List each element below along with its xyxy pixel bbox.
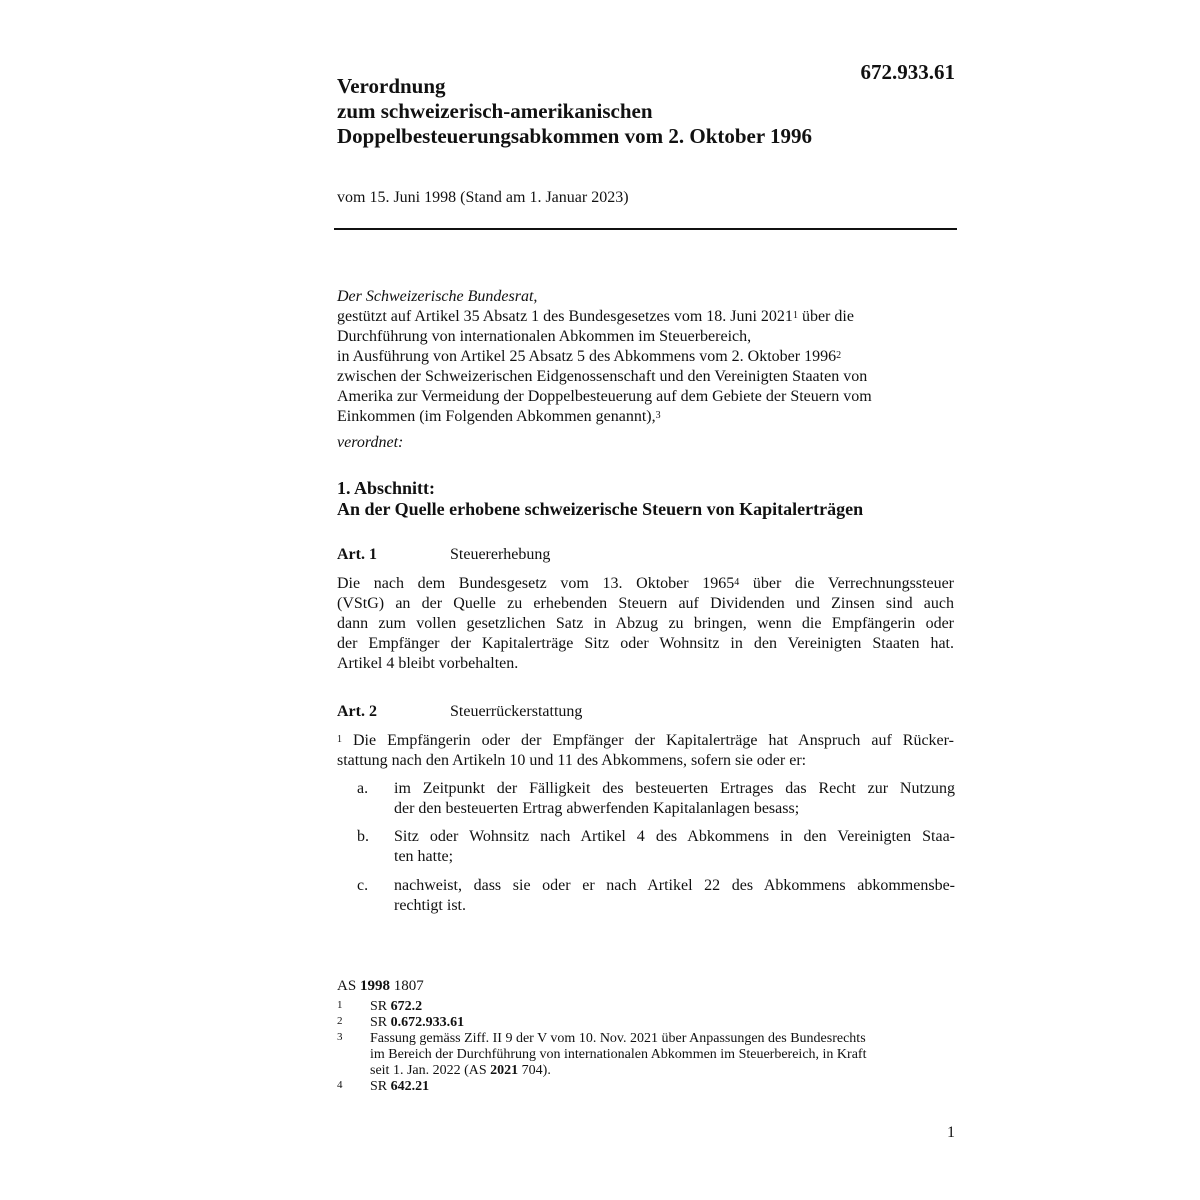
section-title: An der Quelle erhobene schweizerische Steuern von Kapitalerträgen [337,499,864,519]
preamble-line: Einkommen (im Folgenden Abkommen genannt),$^3$ [337,408,661,425]
list-marker: b. [357,828,369,845]
section-heading [337,478,957,520]
text-line: (VStG) an der Quelle zu erhebenden Steuern auf Dividenden und Zinsen sind auch [337,595,954,612]
decrees-line: verordnet: [337,434,404,451]
footnote-line: seit 1. Jan. 2022 (AS 2021 704). [370,1063,551,1078]
footnote: 4 SR 642.21 [337,1079,430,1094]
text-line: der den besteuerten Ertrag abwerfenden Kapitalanlagen besass; [394,800,800,817]
official-compilation-reference: AS 1998 1807 [337,978,424,994]
preamble-line: Amerika zur Vermeidung der Doppelbesteuerung auf dem Gebiete der Steuern vom [337,388,872,405]
horizontal-rule [334,228,957,230]
footnote: 1 SR 672.2 [337,999,423,1014]
text-line: im Zeitpunkt der Fälligkeit des besteuerten Ertrages das Recht zur Nutzung [394,780,955,797]
list-item [357,876,957,918]
footnote-number: 3 [337,1031,343,1043]
ordinance-title [337,74,957,149]
footnotes [337,999,957,1095]
article-title: Steuerrückerstattung [450,703,583,720]
list-marker: a. [357,780,369,797]
article-number: Art. 1 [337,546,377,563]
preamble-line: in Ausführung von Artikel 25 Absatz 5 des Abkommens vom 2. Oktober 1996$^2$ [337,348,842,365]
footnote-number: 2 [337,1015,343,1027]
article-1-text [337,574,954,674]
text-line: $^1$ Die Empfängerin oder der Empfänger der Kapitalerträge hat Anspruch auf Rücker- [337,732,954,749]
title-line: zum schweizerisch-amerikanischen [337,99,653,123]
article-1-heading [337,546,550,564]
authority-line: Der Schweizerische Bundesrat, [337,288,538,305]
article-title: Steuererhebung [450,546,551,563]
article-number: Art. 2 [337,703,377,720]
section-number: 1. Abschnitt: [337,478,436,498]
sr-number: 672.933.61 [860,60,955,84]
preamble-line: gestützt auf Artikel 35 Absatz 1 des Bundesgesetzes vom 18. Juni 2021$^1$ über die [337,308,854,325]
list-item-text [394,827,955,867]
paragraph-number: 1 [337,734,342,745]
text-line: der Empfänger der Kapitalerträge Sitz oder Wohnsitz in den Vereinigten Staaten hat. [337,635,954,652]
text-line: stattung nach den Artikeln 10 und 11 des Abkommens, sofern sie oder er: [337,752,807,769]
footnote-ref[interactable]: 2 [836,350,842,361]
footnote-number: 1 [337,999,343,1011]
article-2-intro [337,731,954,771]
footnote-line: Fassung gemäss Ziff. II 9 der V vom 10. Nov. 2021 über Anpassungen des Bundesrechts [370,1031,866,1046]
text-line: dann zum vollen gesetzlichen Satz in Abzug zu bringen, wenn die Empfängerin oder [337,615,954,632]
preamble-line: zwischen der Schweizerischen Eidgenossenschaft und den Vereinigten Staaten von [337,368,868,385]
text-line: Die nach dem Bundesgesetz vom 13. Oktober 1965$^4$ über die Verrechnungssteuer [337,575,955,592]
text-line: Sitz oder Wohnsitz nach Artikel 4 des Abkommens in den Vereinigten Staa- [394,828,955,845]
list-item [357,779,957,821]
footnote-ref[interactable]: 1 [792,310,798,321]
footnote-ref[interactable]: 3 [655,410,661,421]
text-line: ten hatte; [394,848,454,865]
text-line: nachweist, dass sie oder er nach Artikel 22 des Abkommens abkommensbe- [394,877,955,894]
footnote [337,1031,957,1079]
page-number: 1 [947,1124,955,1141]
title-line: Doppelbesteuerungsabkommen vom 2. Oktober 1996 [337,124,813,148]
footnote: 2 SR 0.672.933.61 [337,1015,465,1030]
preamble-line: Durchführung von internationalen Abkommen im Steuerbereich, [337,328,752,345]
footnote-line: im Bereich der Durchführung von internationalen Abkommen im Steuerbereich, in Kraft [370,1047,867,1062]
date-line: vom 15. Juni 1998 (Stand am 1. Januar 2023) [337,189,629,206]
footnote-ref[interactable]: 4 [734,577,740,588]
list-item [357,827,957,869]
footnote-number: 4 [337,1079,343,1091]
list-marker: c. [357,877,369,894]
preamble [337,287,957,453]
title-line: Verordnung [337,74,446,98]
text-line: Artikel 4 bleibt vorbehalten. [337,655,519,672]
list-item-text [394,876,955,916]
article-2-heading [337,703,582,721]
list-item-text [394,779,955,819]
text-line: rechtigt ist. [394,897,466,914]
